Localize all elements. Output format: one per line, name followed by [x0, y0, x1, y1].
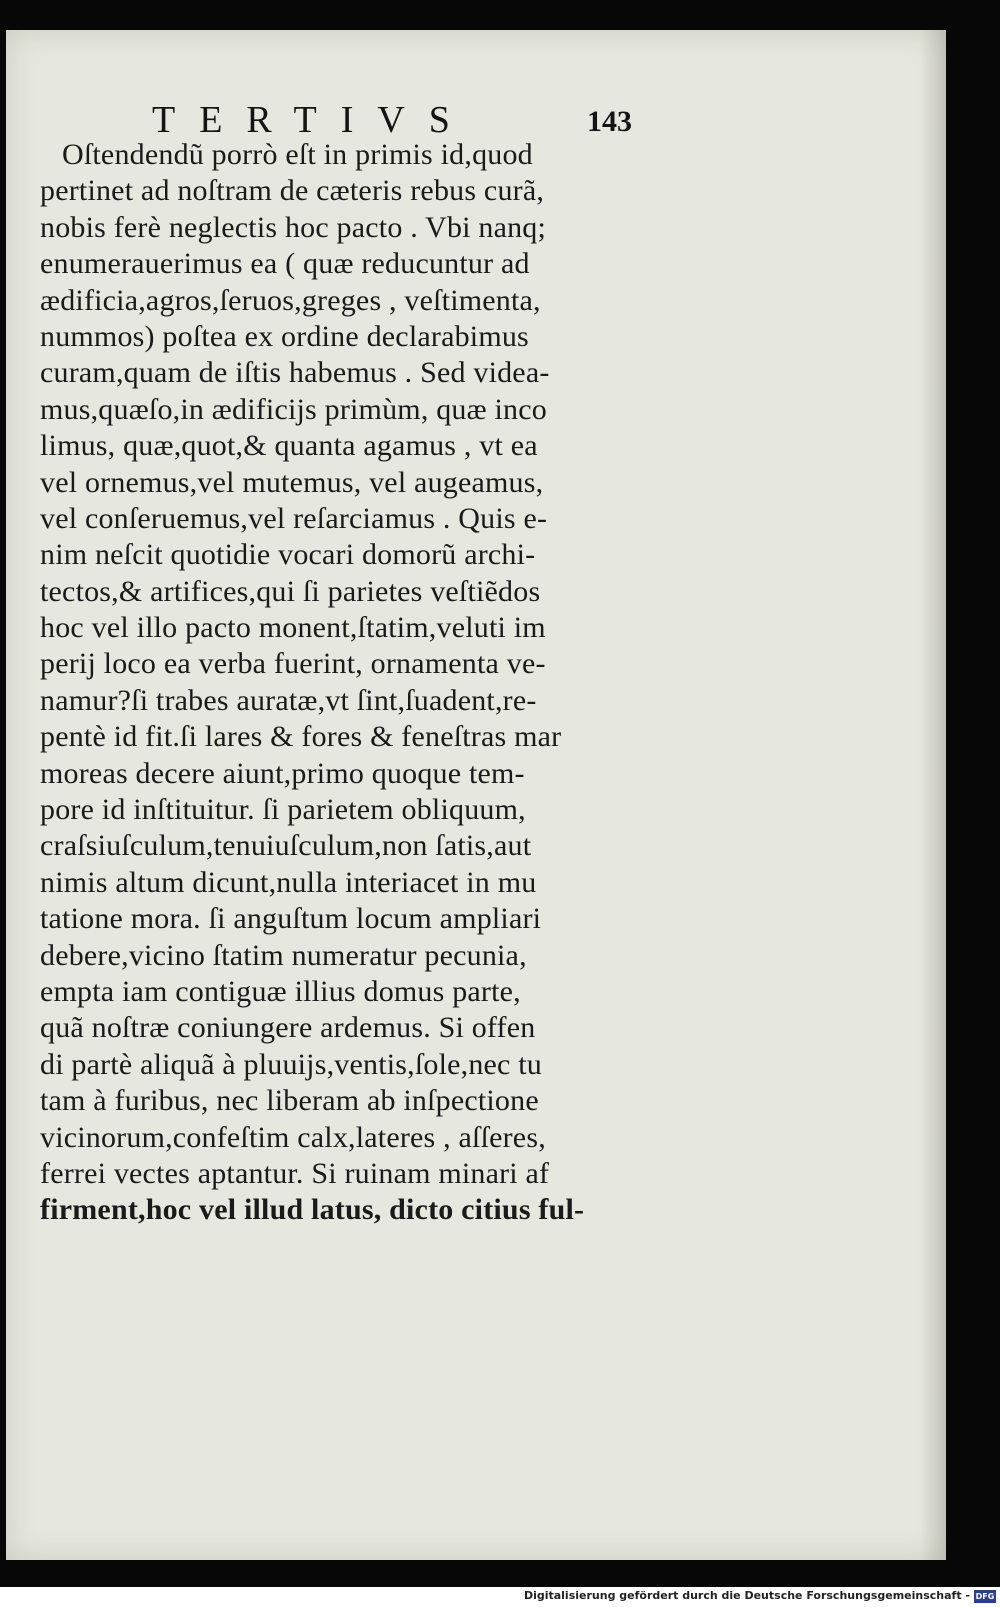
body-text [40, 137, 640, 1229]
text-line: pertinet ad noſtram de cæteris rebus curã, [40, 174, 545, 208]
text-line: moreas decere aiunt,primo quoque tem- [40, 756, 525, 790]
text-line: vel conſeruemus,vel reſarciamus . Quis e- [40, 501, 548, 535]
running-head-title: TERTIVS [152, 99, 474, 141]
page-edge-shadow [920, 30, 946, 1560]
text-line: enumerauerimus ea ( quæ reducuntur ad [40, 247, 530, 281]
text-line: tectos,& artifices,qui ſi parietes veſtiẽdos [40, 574, 541, 608]
text-line: vicinorum,confeſtim calx,lateres , aſſeres, [40, 1120, 546, 1154]
text-line: nimis altum dicunt,nulla interiacet in mu [40, 865, 537, 899]
text-line: nim neſcit quotidie vocari domorũ archi- [40, 538, 536, 572]
text-line: hoc vel illo pacto monent,ſtatim,veluti im [40, 611, 546, 645]
text-line: firment,hoc vel illud latus, dicto citius ful- [40, 1193, 585, 1227]
text-line: debere,vicino ſtatim numeratur pecunia, [40, 938, 527, 972]
text-line: ædificia,agros,ſeruos,greges , veſtimenta, [40, 283, 541, 317]
dfg-logo: DFG [975, 1592, 995, 1601]
text-line: perij loco ea verba fuerint, ornamenta ve- [40, 647, 546, 681]
text-line: mus,quæſo,in ædificijs primùm, quæ inco [40, 392, 547, 426]
text-line: curam,quam de iſtis habemus . Sed videa- [40, 356, 550, 390]
text-line: pentè id fit.ſi lares & fores & feneſtras mar [40, 720, 562, 754]
page-number: 143 [587, 105, 632, 138]
text-line: vel ornemus,vel mutemus, vel augeamus, [40, 465, 544, 499]
text-line: empta iam contiguæ illius domus parte, [40, 974, 521, 1008]
text-line: quã noſtræ coniungere ardemus. Si offen [40, 1011, 536, 1045]
text-line: limus, quæ,quot,& quanta agamus , vt ea [40, 429, 538, 463]
text-line: namur?ſi trabes auratæ,vt ſint,ſuadent,re- [40, 683, 537, 717]
text-line: pore id inſtituitur. ſi parietem obliquum, [40, 793, 526, 827]
text-line: Oſtendendũ porrò eſt in primis id,quod [62, 138, 533, 171]
text-line: craſsiuſculum,tenuiuſculum,non ſatis,aut [40, 829, 532, 863]
text-line: nobis ferè neglectis hoc pacto . Vbi nanq; [40, 210, 547, 244]
text-line: ferrei vectes aptantur. Si ruinam minari af [40, 1156, 550, 1190]
text-line: nummos) poſtea ex ordine declarabimus [40, 319, 529, 353]
digitization-credit: Digitalisierung gefördert durch die Deutsche Forschungsgemeinschaft - [523, 1589, 970, 1602]
text-line: tam à furibus, nec liberam ab inſpectione [40, 1084, 539, 1118]
text-line: di partè aliquã à pluuijs,ventis,ſole,nec tu [40, 1047, 542, 1081]
text-line: tatione mora. ſi anguſtum locum ampliari [40, 902, 542, 936]
